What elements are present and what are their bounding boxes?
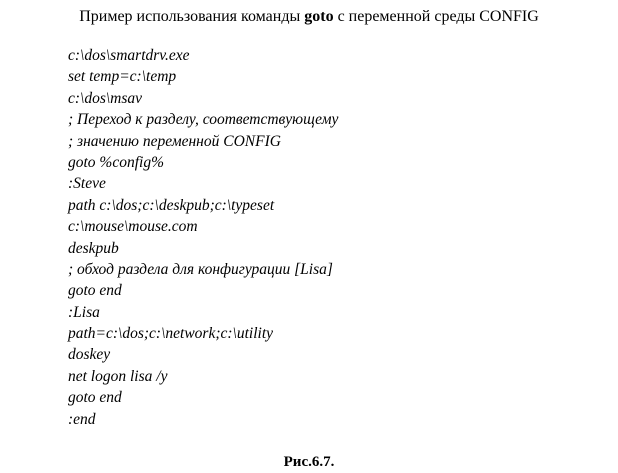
code-line: deskpub (68, 239, 119, 257)
code-listing (68, 45, 338, 430)
code-line: ; обход раздела для конфигурации [Lisa] (68, 260, 333, 278)
code-line: goto %config% (68, 153, 164, 171)
code-line: set temp=c:\temp (68, 68, 177, 86)
code-line: goto end (68, 389, 122, 407)
code-line: net logon lisa /y (68, 367, 168, 385)
title-suffix: с переменной среды CONFIG (333, 8, 539, 25)
title-prefix: Пример использования команды (79, 8, 305, 25)
code-line: path c:\dos;c:\deskpub;c:\typeset (68, 196, 275, 214)
figure-caption: Рис.6.7. (283, 454, 335, 470)
code-line: :end (68, 410, 96, 428)
code-line: doskey (68, 346, 111, 364)
code-line: c:\dos\smartdrv.exe (68, 47, 190, 64)
code-line: ; Переход к разделу, соответствующему (68, 111, 339, 129)
code-line: c:\mouse\mouse.com (68, 218, 198, 236)
code-line: c:\dos\msav (68, 89, 143, 107)
code-line: goto end (68, 282, 122, 300)
code-line: :Lisa (68, 303, 100, 321)
figure-title (0, 8, 618, 26)
title-keyword: goto (304, 8, 334, 25)
code-line: ; значению переменной CONFIG (68, 132, 281, 150)
code-line: :Steve (68, 175, 106, 193)
code-line: path=c:\dos;c:\network;c:\utility (68, 325, 274, 343)
